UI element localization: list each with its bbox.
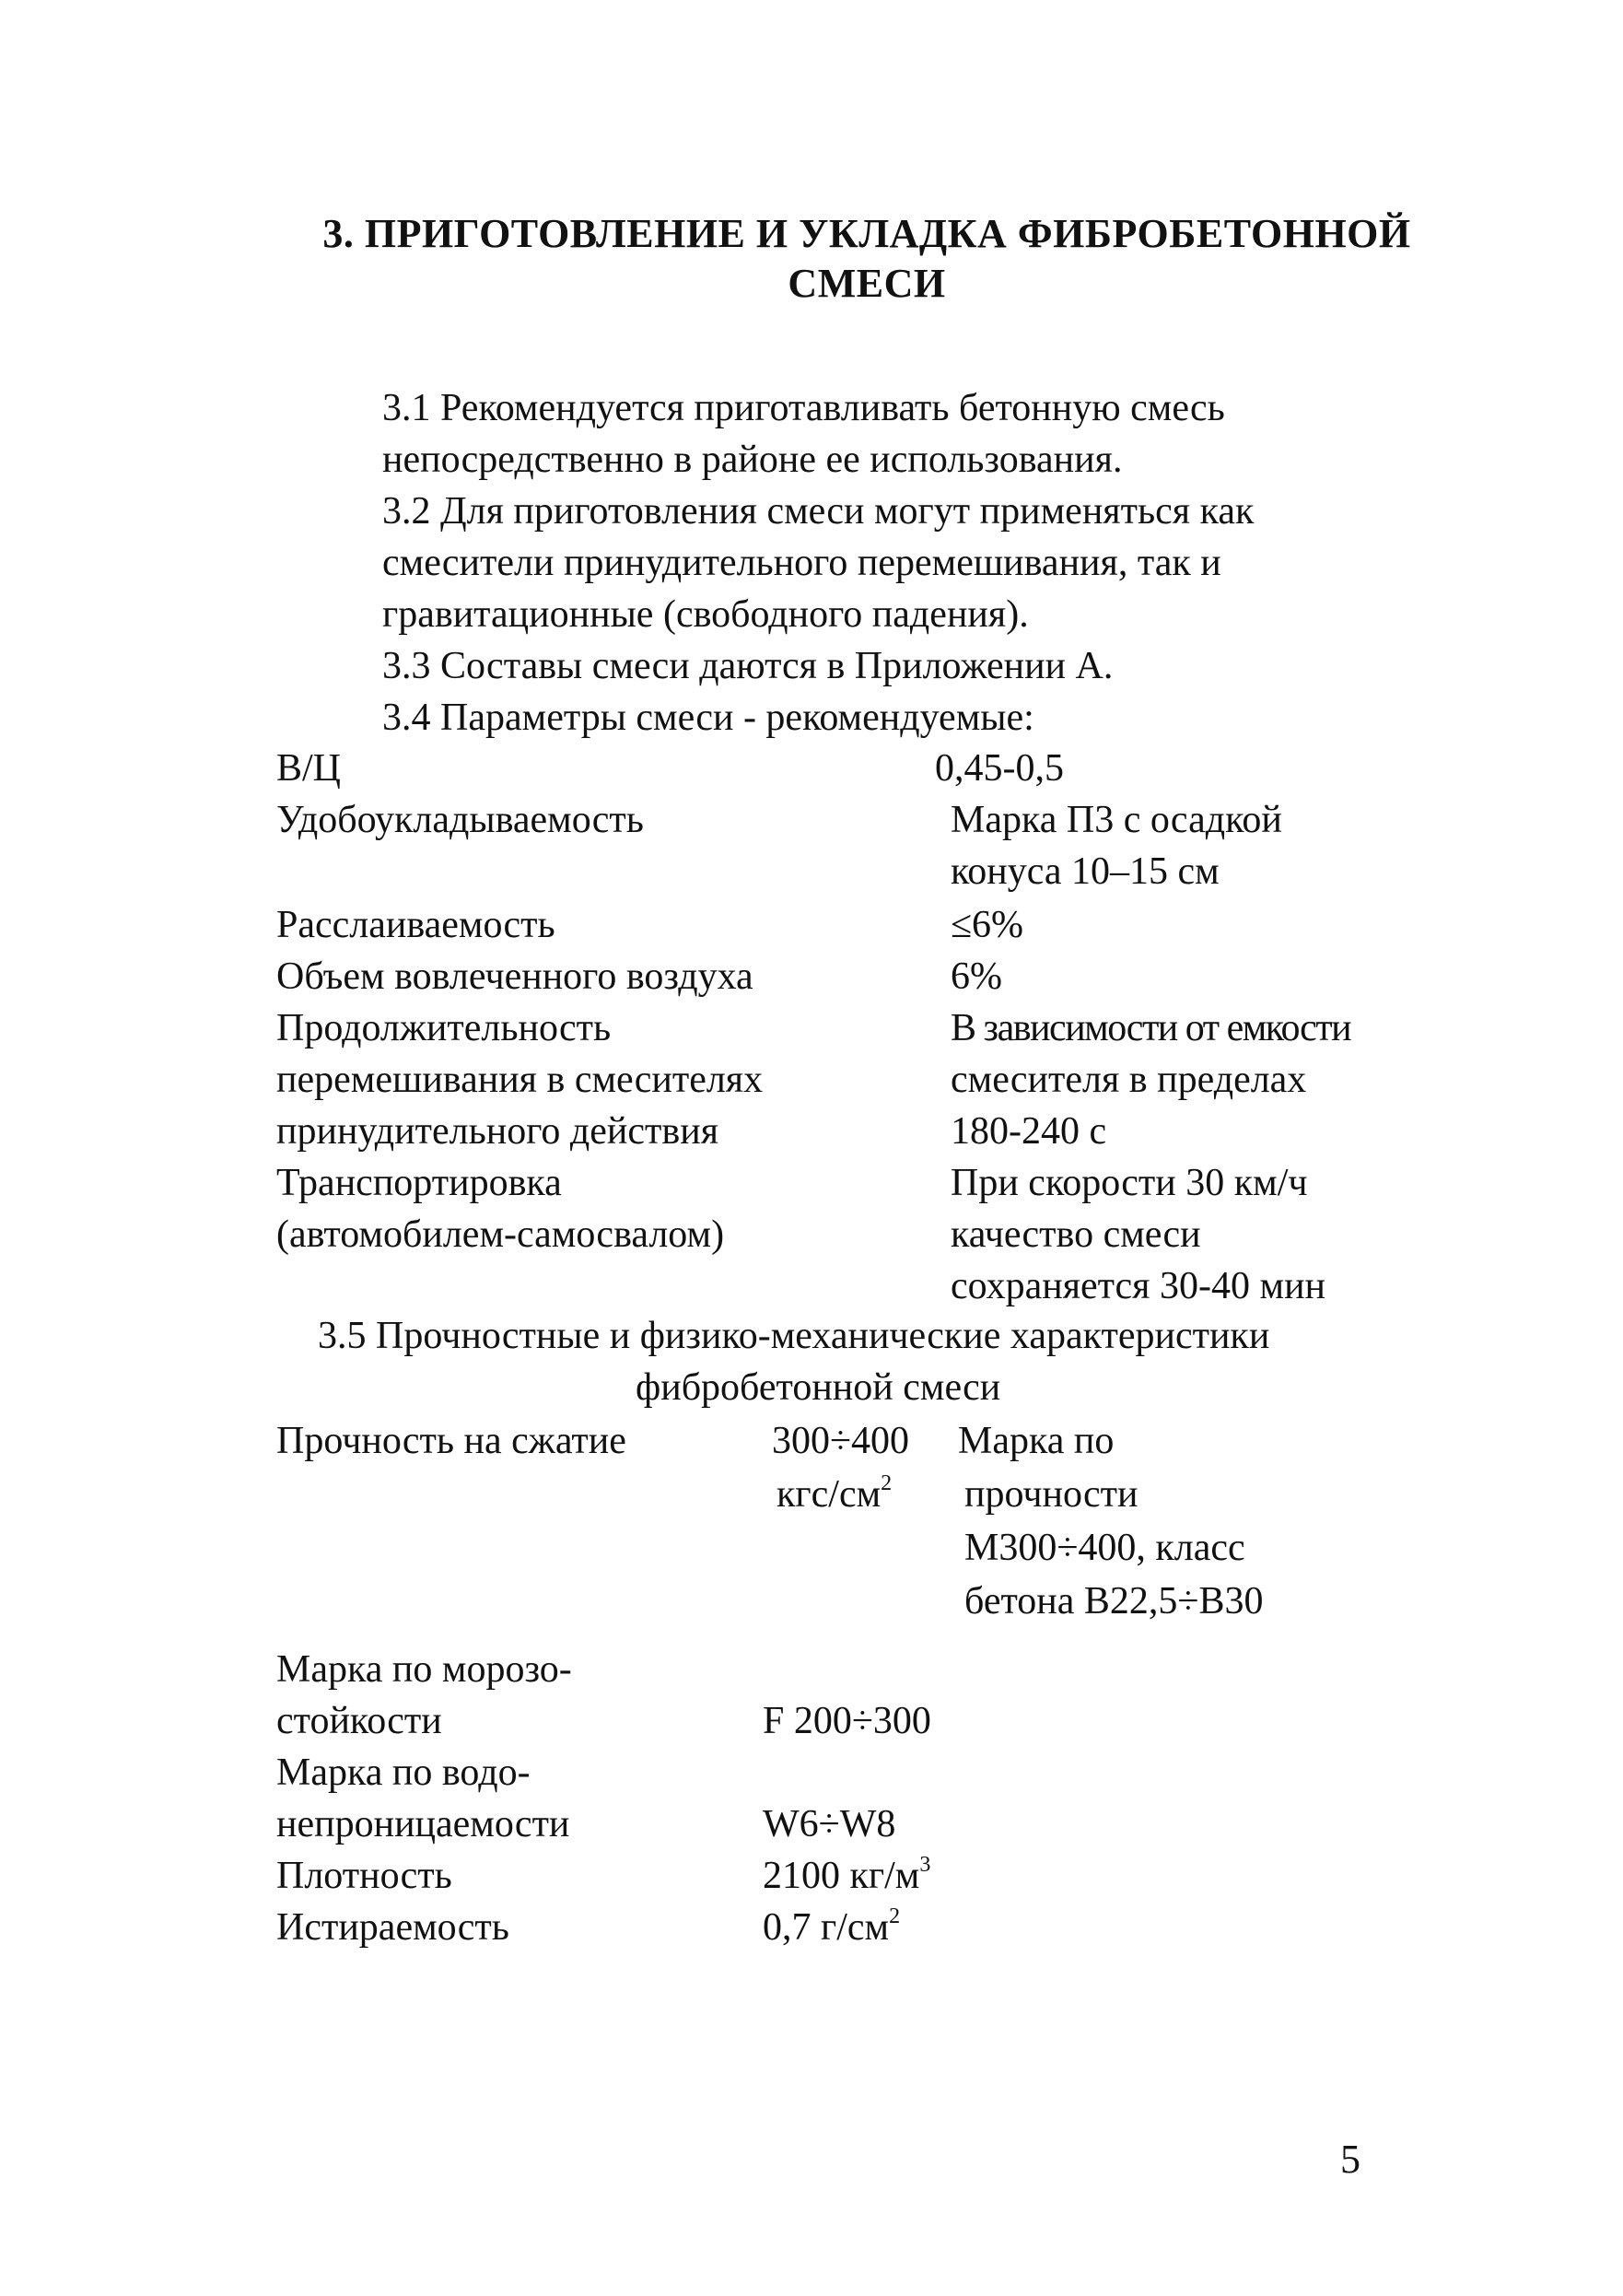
param-name: перемешивания в смесителях [276,1059,764,1101]
prop-name: Плотность [276,1855,452,1897]
prop-value: W6÷W8 [763,1803,896,1845]
prop-name: Истираемость [276,1906,509,1949]
prop-value: 0,7 $г/см^2$ [763,1904,901,1949]
prop-name: Прочность на сжатие [276,1420,626,1462]
paragraph-3-1-line1: 3.1 Рекомендуется приготавливать бетонную смесь [382,387,1225,429]
prop-value: F 200÷300 [763,1700,931,1742]
prop-name: Марка по морозо- [276,1648,572,1691]
prop-value-unit: кгс/$см^2$ [776,1471,893,1516]
prop-note: Марка по [958,1420,1115,1462]
paragraph-3-2-line3: гравитационные (свободного падения). [382,593,1029,636]
param-value: ≤6% [951,904,1024,946]
param-value: конуса 10–15 см [951,850,1220,893]
param-name: Расслаиваемость [276,904,555,946]
prop-value: 2100 $кг/м^3$ [763,1853,931,1897]
param-name: Удобоукладываемость [276,799,644,841]
param-value: 0,45-0,5 [935,747,1064,790]
param-value: При скорости 30 км/ч [951,1162,1308,1204]
paragraph-3-2-line2: смесители принудительного перемешивания, так и [382,542,1221,584]
prop-note: бетона В22,5÷В30 [964,1580,1264,1622]
prop-note: прочности [964,1473,1138,1516]
paragraph-3-4: 3.4 Параметры смеси - рекомендуемые: [382,697,1034,739]
param-value: 180-240 с [951,1110,1107,1153]
param-name: Продолжительность [276,1007,612,1049]
param-name: принудительного действия [276,1110,719,1153]
param-value: качество смеси [951,1213,1201,1256]
prop-value: 300÷400 [772,1420,910,1462]
param-name: Транспортировка [276,1162,562,1204]
paragraph-3-1-line2: непосредственно в районе ее использования. [382,439,1123,481]
prop-name: стойкости [276,1700,442,1742]
page-number: 5 [1340,2137,1360,2182]
section-title-line1: 3. ПРИГОТОВЛЕНИЕ И УКЛАДКА ФИБРОБЕТОННОЙ [322,211,1411,256]
prop-name: непроницаемости [276,1803,570,1845]
param-name: В/Ц [276,747,342,790]
param-value: Марка П3 с осадкой [951,799,1282,841]
param-value: 6% [951,955,1002,998]
param-value: сохраняется 30-40 мин [951,1265,1326,1307]
paragraph-3-3: 3.3 Составы смеси даются в Приложении А. [382,645,1114,687]
section-3-5-line2: фибробетонной смеси [636,1366,1001,1409]
param-name: Объем вовлеченного воздуха [276,955,753,998]
prop-name: Марка по водо- [276,1751,531,1794]
param-name: (автомобилем-самосвалом) [276,1213,725,1256]
prop-note: М300÷400, класс [964,1527,1245,1569]
section-title-line2: СМЕСИ [788,261,946,306]
section-3-5-line1: 3.5 Прочностные и физико-механические характеристики [318,1315,1270,1357]
paragraph-3-2-line1: 3.2 Для приготовления смеси могут применяться как [382,490,1255,533]
param-value: смесителя в пределах [951,1059,1307,1101]
param-value: В зависимости от емкости [951,1007,1351,1049]
